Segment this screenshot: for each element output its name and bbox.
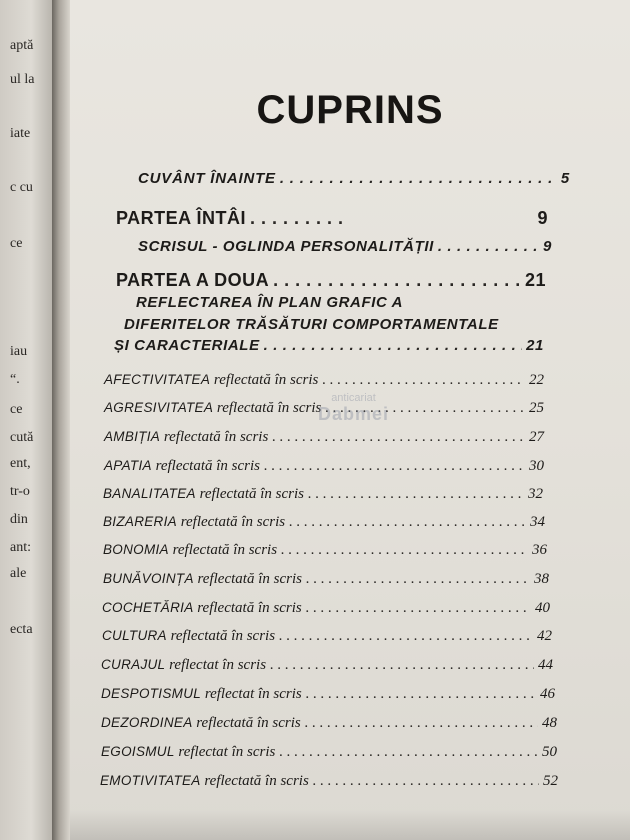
entry-suffix: reflectată în scris <box>213 372 319 388</box>
entry-suffix: reflectată în scris <box>155 458 260 474</box>
entry-word: AGRESIVITATEA <box>104 400 214 415</box>
entry-word: CURAJUL <box>101 657 166 672</box>
toc-entry <box>101 657 553 674</box>
entry-word: BANALITATEA <box>103 486 196 501</box>
toc-label: PARTEA A DOUA <box>116 270 270 290</box>
left-page-text: iate <box>10 126 31 141</box>
toc-leader-dots <box>250 208 346 229</box>
entry-word: AMBIȚIA <box>104 429 161 444</box>
toc-leader-dots <box>306 571 530 588</box>
toc-row-part-two <box>116 270 546 291</box>
entry-suffix: reflectat în scris <box>169 657 267 673</box>
toc-entry <box>104 372 544 389</box>
book-gutter <box>52 0 70 840</box>
watermark-line: Dabmei <box>318 404 390 424</box>
watermark-line: anticariat <box>331 392 376 404</box>
toc-page-number: 40 <box>535 600 550 616</box>
toc-page-number: 50 <box>542 744 557 760</box>
left-page-text: ce <box>10 402 23 417</box>
toc-leader-dots <box>438 238 539 255</box>
left-page-text: c cu <box>10 180 33 195</box>
left-page-text: ale <box>10 566 27 581</box>
toc-leader-dots <box>270 657 534 674</box>
toc-page-number: 27 <box>529 429 544 445</box>
toc-leader-dots <box>273 270 521 291</box>
toc-page-number: 9 <box>537 208 548 228</box>
entry-word: DEZORDINEA <box>101 715 193 730</box>
page-shadow <box>70 810 630 840</box>
entry-word: EGOISMUL <box>101 744 175 759</box>
toc-row-part-two-sub <box>114 337 544 354</box>
toc-page-number: 34 <box>530 514 545 530</box>
toc-entry <box>101 686 555 703</box>
toc-page-number: 48 <box>542 715 557 731</box>
toc-entry <box>103 542 547 559</box>
entry-suffix: reflectată în scris <box>197 571 302 587</box>
toc-page-number: 25 <box>529 400 544 416</box>
left-page-text: ce <box>10 236 23 251</box>
toc-leader-dots <box>305 715 538 732</box>
toc-page-number: 21 <box>524 270 546 290</box>
toc-label: CUVÂNT ÎNAINTE <box>138 170 276 187</box>
toc-leader-dots <box>289 514 526 531</box>
toc-label: SCRISUL - OGLINDA PERSONALITĂȚII <box>138 238 434 255</box>
toc-row-part-one-sub <box>138 238 552 255</box>
entry-word: BIZARERIA <box>103 514 177 529</box>
toc-leader-dots <box>306 686 536 703</box>
toc-page-number: 38 <box>534 571 549 587</box>
toc-entry <box>102 628 552 645</box>
entry-suffix: reflectată în scris <box>170 628 276 644</box>
toc-row-foreword <box>138 170 570 187</box>
toc-page-number: 44 <box>538 657 553 673</box>
toc-leader-dots <box>279 628 533 645</box>
entry-suffix: reflectată în scris <box>180 514 286 530</box>
toc-leader-dots <box>306 600 531 617</box>
left-page-text: iau <box>10 344 28 359</box>
entry-suffix: reflectată în scris <box>196 715 301 731</box>
toc-leader-dots <box>272 429 525 446</box>
page-title: CUPRINS <box>256 88 444 132</box>
left-page-text: ecta <box>10 622 33 637</box>
toc-page-number: 52 <box>543 773 558 789</box>
entry-suffix: reflectat în scris <box>178 744 276 760</box>
toc-entry <box>100 773 558 790</box>
toc-entry <box>101 744 557 761</box>
entry-word: CULTURA <box>102 628 167 643</box>
entry-suffix: reflectată în scris <box>172 542 278 558</box>
toc-entry <box>103 486 543 503</box>
left-page-text: din <box>10 512 28 527</box>
entry-word: BONOMIA <box>103 542 169 557</box>
toc-page-number: 5 <box>560 170 570 187</box>
left-page-text: ant: <box>10 540 31 555</box>
left-page-text: ent, <box>10 456 31 471</box>
entry-word: AFECTIVITATEA <box>104 372 211 387</box>
toc-part-two-sub-line1: REFLECTAREA ÎN PLAN GRAFIC A <box>136 294 404 311</box>
toc-page-number: 32 <box>528 486 543 502</box>
toc-label: ȘI CARACTERIALE <box>114 337 260 354</box>
entry-suffix: reflectată în scris <box>204 773 309 789</box>
toc-leader-dots <box>281 542 528 559</box>
watermark <box>318 392 389 425</box>
toc-page-number: 22 <box>529 372 544 388</box>
left-page-text: tr-o <box>10 484 30 499</box>
toc-entry <box>104 429 544 446</box>
entry-word: BUNĂVOINȚA <box>103 571 194 586</box>
left-page-text: aptă <box>10 38 34 53</box>
toc-entry <box>103 571 549 588</box>
toc-entry <box>101 715 557 732</box>
toc-leader-dots <box>279 744 538 761</box>
contents-page <box>70 0 630 840</box>
left-page-text: cută <box>10 430 34 445</box>
entry-suffix: reflectată în scris <box>216 400 322 416</box>
entry-word: EMOTIVITATEA <box>100 773 201 788</box>
left-page-edge <box>0 0 52 840</box>
entry-word: COCHETĂRIA <box>102 600 194 615</box>
toc-page-number: 36 <box>532 542 547 558</box>
toc-page-number: 42 <box>537 628 552 644</box>
toc-leader-dots <box>264 458 525 475</box>
entry-suffix: reflectată în scris <box>197 600 302 616</box>
entry-word: DESPOTISMUL <box>101 686 202 701</box>
toc-leader-dots <box>322 372 525 389</box>
entry-suffix: reflectat în scris <box>204 686 302 702</box>
left-page-text: “. <box>10 372 20 387</box>
entry-word: APATIA <box>104 458 152 473</box>
toc-leader-dots <box>308 486 524 503</box>
toc-part-two-sub-line2: DIFERITELOR TRĂSĂTURI COMPORTAMENTALE <box>124 316 499 333</box>
toc-page-number: 9 <box>543 238 552 255</box>
left-page-text: ul la <box>10 72 35 87</box>
toc-label: PARTEA ÎNTÂI <box>116 208 246 228</box>
toc-entry <box>103 514 545 531</box>
toc-entry <box>104 458 544 475</box>
toc-page-number: 21 <box>526 337 544 354</box>
toc-leader-dots <box>264 337 522 354</box>
toc-leader-dots <box>313 773 539 790</box>
toc-row-part-one <box>116 208 548 229</box>
entry-suffix: reflectată în scris <box>199 486 305 502</box>
toc-entry <box>102 600 550 617</box>
entry-suffix: reflectată în scris <box>163 429 269 445</box>
toc-page-number: 30 <box>529 458 544 474</box>
toc-leader-dots <box>280 170 557 187</box>
toc-page-number: 46 <box>540 686 555 702</box>
